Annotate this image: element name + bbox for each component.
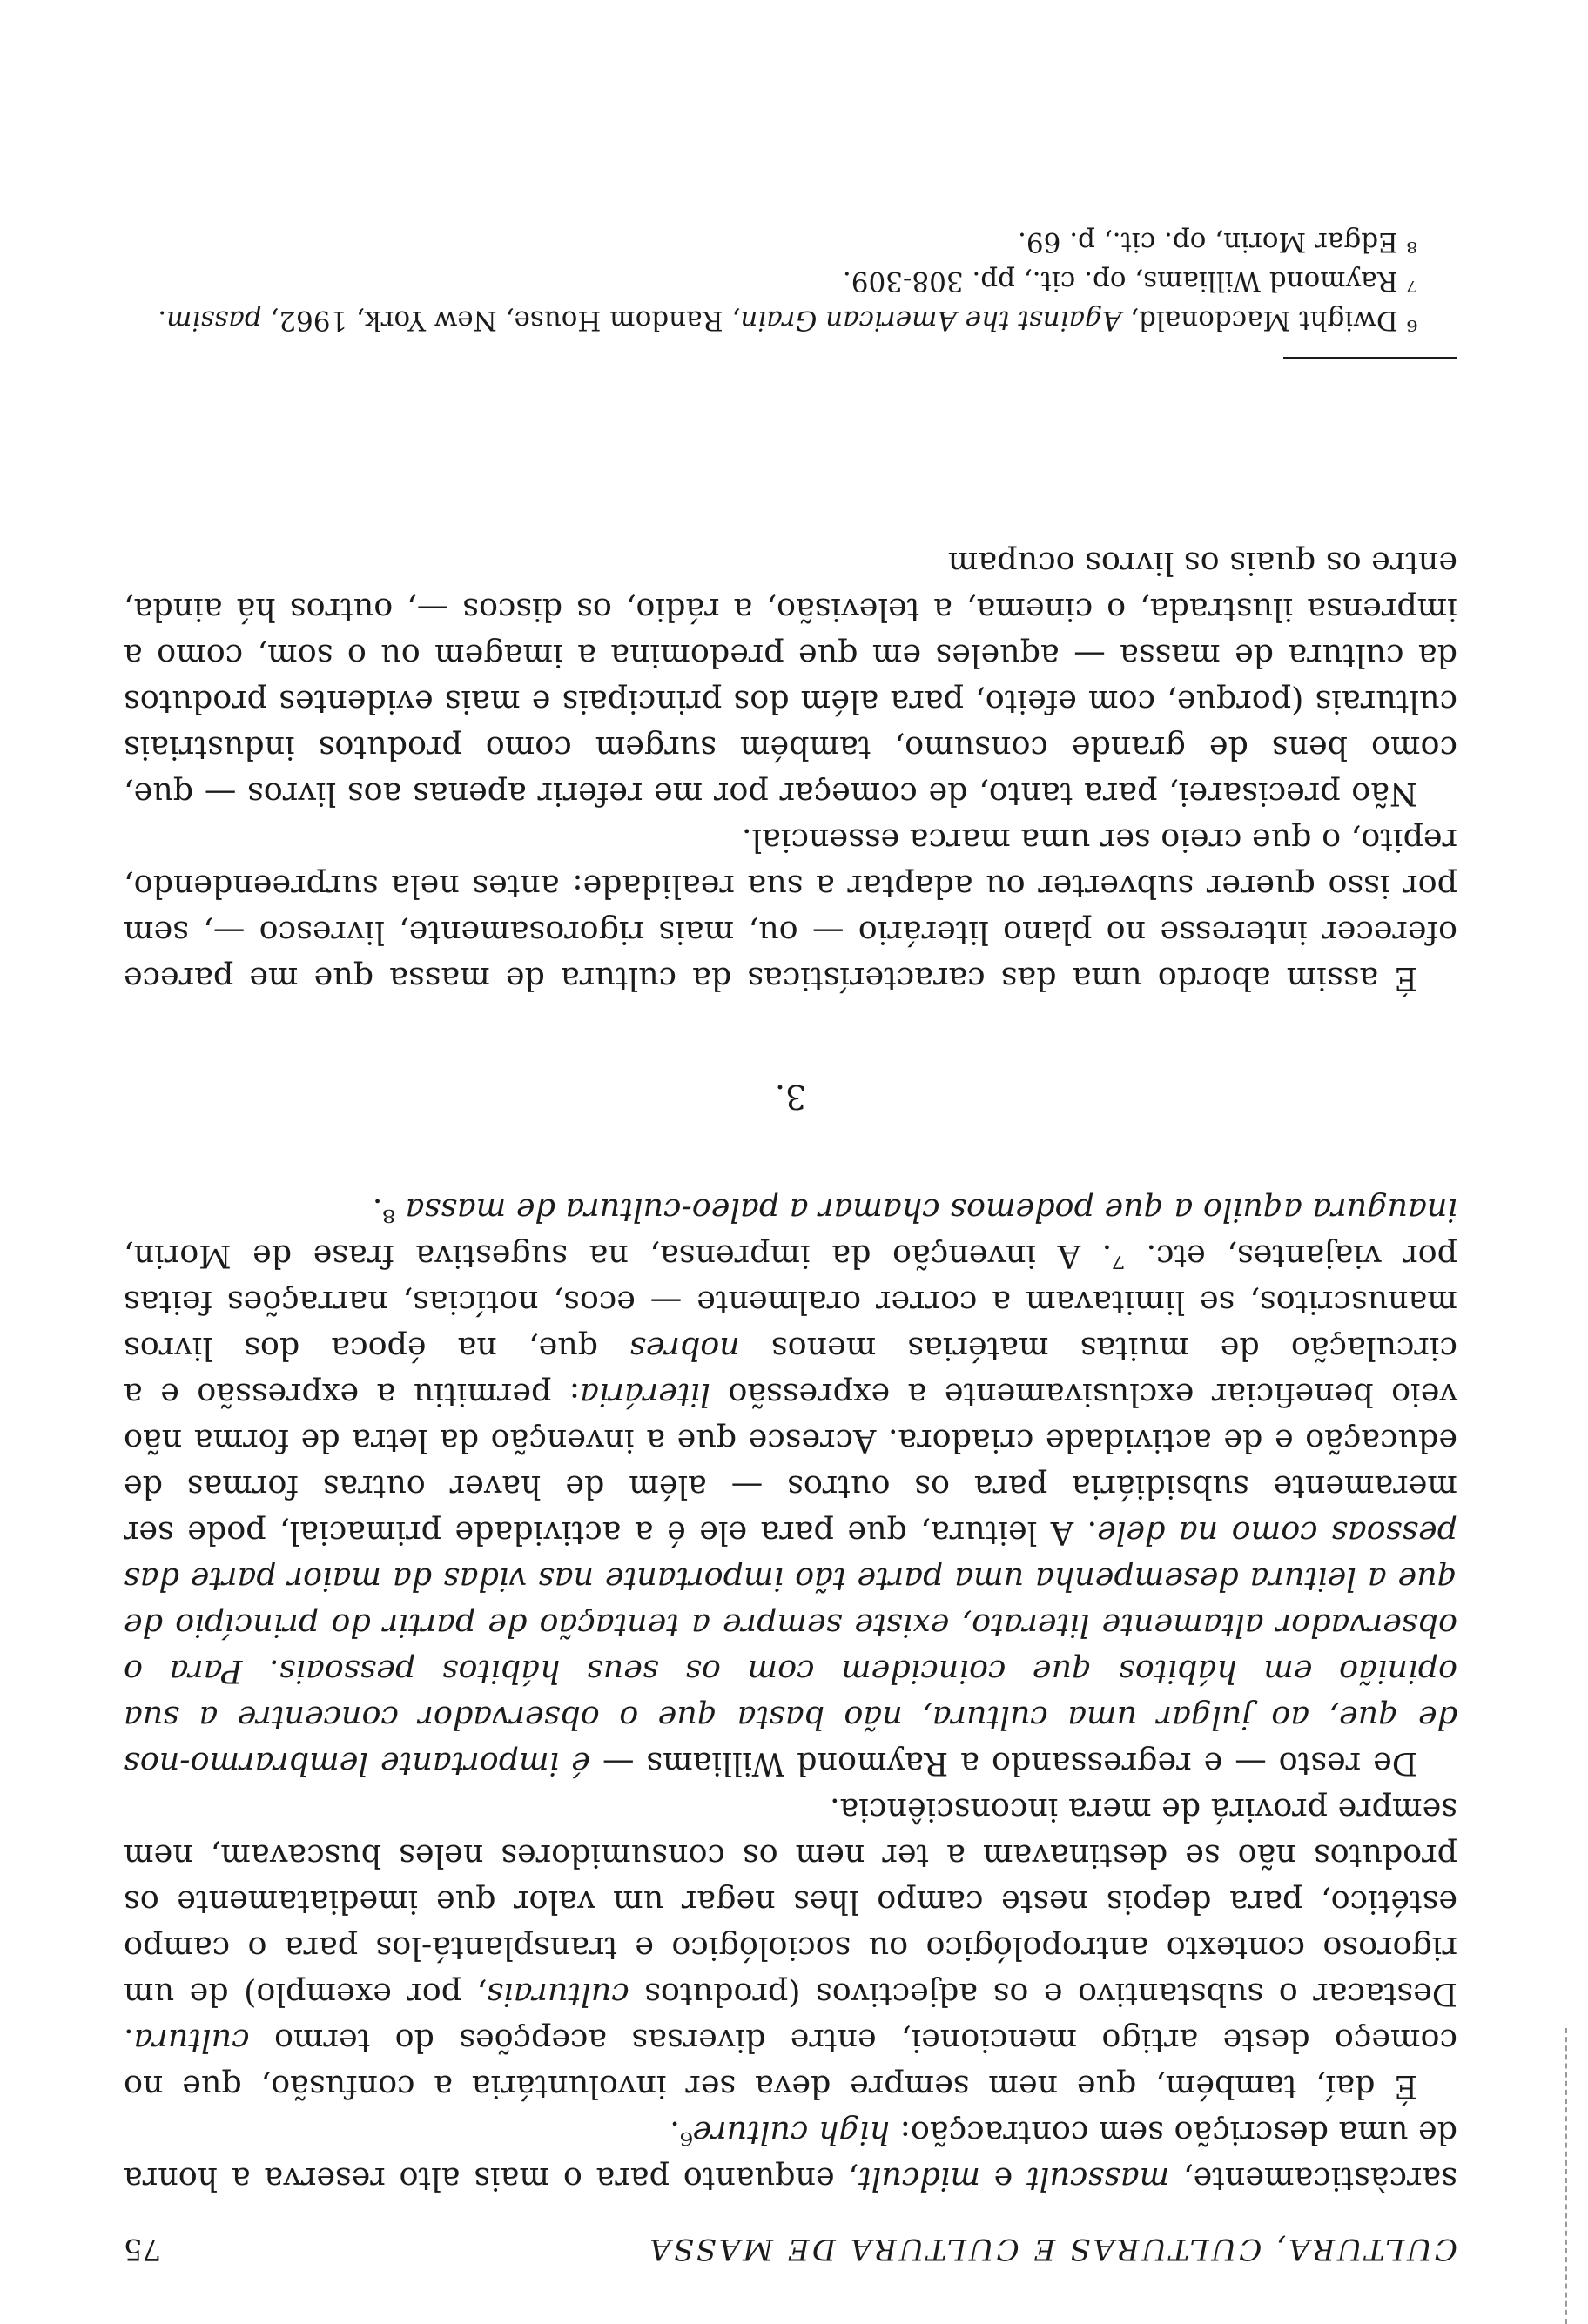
text-run-italic: nobres [629, 1330, 740, 1367]
section-number: 3. [774, 1078, 807, 1116]
text-run-italic: é importante lembrarmo-nos de que, ao julgar uma cultura, não basta que o observador concentre a sua opinião em hábitos que coincidem com os seus hábitos pessoais. Para o observador altamente literato, existe sempre a tentação de partir do princípio de que a leitura desempenha uma parte tão importante nas vidas da maior parte das pessoas como na dele [123, 1515, 1457, 1783]
running-title: CULTURA, CULTURAS E CULTURA DE MASSA [647, 2232, 1457, 2267]
text-run: . [158, 305, 167, 336]
text-run: , Random House, New York, 1962, [261, 305, 741, 336]
paragraph [124, 1187, 1457, 1787]
text-run: . Destacar o substantivo e os adjectivos (produtos [124, 1976, 1457, 2059]
footnote-divider [1283, 357, 1457, 359]
text-run-italic: high culture [692, 2114, 891, 2152]
footnote-8: ⁸ Edgar Morin, op. cit., p. 69. [1018, 226, 1417, 258]
text-run: . A leitura, que para ele é a actividade primacial, pode ser meramente subsidiária para os outros — além de haver outras formas de educação e de actividade criadora. Acresce que a invenção da letra de forma não veio beneficiar exclusivamente a expressão [124, 1376, 1457, 1552]
page-number: 75 [124, 2232, 162, 2267]
text-run: De resto — e regressando a Raymond Williams — [589, 1745, 1417, 1783]
page-header [124, 2221, 1457, 2267]
main-text [124, 541, 1457, 2202]
footnotes [124, 222, 1457, 339]
text-run: e [979, 2160, 1027, 2198]
footnote-6 [124, 300, 1457, 339]
scan-edge-mark [1565, 2028, 1567, 2324]
text-run-italic: midcult [858, 2160, 980, 2198]
text-run: É daí, também, que nem sempre deva ser involuntária a confusão, que no começo deste artigo mencionei, entre diversas acepções do termo [124, 2022, 1457, 2106]
text-run-italic: literária [580, 1376, 710, 1414]
text-run: sarcàsticamente, [1169, 2160, 1457, 2198]
text-run-italic: inaugura aquilo a que podemos chamar a paleo-cultura de massa [405, 1192, 1457, 1229]
text-run: , enquanto para o mais alto reserva a honra de uma descrição sem contracção: [124, 2114, 1457, 2198]
text-run-italic: cultura [133, 2022, 250, 2059]
footnote-ref: ⁶. [670, 2114, 693, 2152]
text-run: ⁶ Dwight Macdonald, [1121, 305, 1417, 336]
text-run-italic: masscult [1026, 2160, 1170, 2198]
paragraph-continued [124, 2110, 1457, 2202]
paragraph: Não precisarei, para tanto, de começar por me referir apenas aos livros — que, como bens de grande consumo, também surgem como produtos industriais culturais (porque, com efeito, para além dos principais e mais evidentes produtos da cultura de massa — aqueles em que predomina a imagem ou o som, como a imprensa ilustrada, o cinema, a televisão, a rádio, os discos —, outros há ainda, entre os quais os livros ocupam [124, 545, 1457, 813]
footnote-7: ⁷ Raymond Williams, op. cit., pp. 308-309. [842, 265, 1417, 297]
paragraph [124, 1787, 1457, 2110]
text-run-italic: Against the American Grain [740, 305, 1122, 336]
paragraph: É assim abordo uma das características da cultura de massa que me parece oferecer interesse no plano literário — ou, mais rigorosamente, livresco —, sem por isso querer subverter ou adaptar a sua realidade: antes nela surpreendendo, repito, o que creio ser uma marca essencial. [124, 822, 1457, 997]
text-run: , por exemplo) de um rigoroso contexto antropológico ou sociológico e transplantá-los para o campo estético, para depois neste campo lhes negar um valor que imediatamente os produtos não se destinavam a ter nem os consumidores neles buscavam, nem sempre provirá de mera inconsciência. [124, 1791, 1457, 2013]
text-run-italic: culturais [487, 1976, 629, 2013]
text-run-italic: passim [166, 305, 262, 336]
text-run: que, na época dos livros manuscritos, se limitavam a correr oralmente — ecos, notícias, narrações feitas por viajantes, etc. ⁷. A invenção da imprensa, na sugestiva frase de Morin, [124, 1238, 1457, 1367]
text-run: : permitiu a expressão e a circulação de muitas matérias menos [123, 1330, 1457, 1414]
footnote-ref: ⁸. [372, 1192, 406, 1229]
